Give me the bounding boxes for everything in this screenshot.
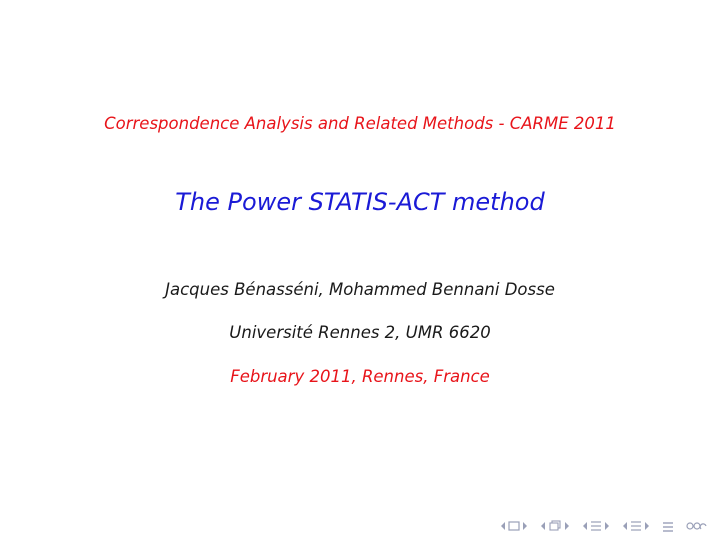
section-icon[interactable] <box>590 520 602 532</box>
presentation-date: February 2011, Rennes, France <box>230 367 490 386</box>
beamer-navigation-bar <box>500 519 708 533</box>
next-section-icon[interactable] <box>604 521 610 531</box>
prev-section-icon[interactable] <box>582 521 588 531</box>
conference-name: Correspondence Analysis and Related Methods - CARME 2011 <box>104 114 616 133</box>
next-subsection-icon[interactable] <box>564 521 570 531</box>
prev-frame-icon[interactable] <box>500 521 506 531</box>
presentation-icon[interactable] <box>630 520 642 532</box>
authors: Jacques Bénasséni, Mohammed Bennani Dosse <box>165 280 555 299</box>
next-frame-icon[interactable] <box>522 521 528 531</box>
nav-section-group <box>582 520 610 532</box>
prev-part-icon[interactable] <box>622 521 628 531</box>
subsection-icon[interactable] <box>548 520 562 532</box>
align-icon[interactable] <box>662 520 674 532</box>
nav-presentation-group <box>622 520 650 532</box>
nav-subsection-group <box>540 520 570 532</box>
frame-icon[interactable] <box>508 521 520 531</box>
next-part-icon[interactable] <box>644 521 650 531</box>
search-icon[interactable] <box>686 521 708 531</box>
slide-title: The Power STATIS-ACT method <box>175 188 545 216</box>
nav-frame-group <box>500 521 528 531</box>
prev-subsection-icon[interactable] <box>540 521 546 531</box>
affiliation: Université Rennes 2, UMR 6620 <box>229 323 491 342</box>
